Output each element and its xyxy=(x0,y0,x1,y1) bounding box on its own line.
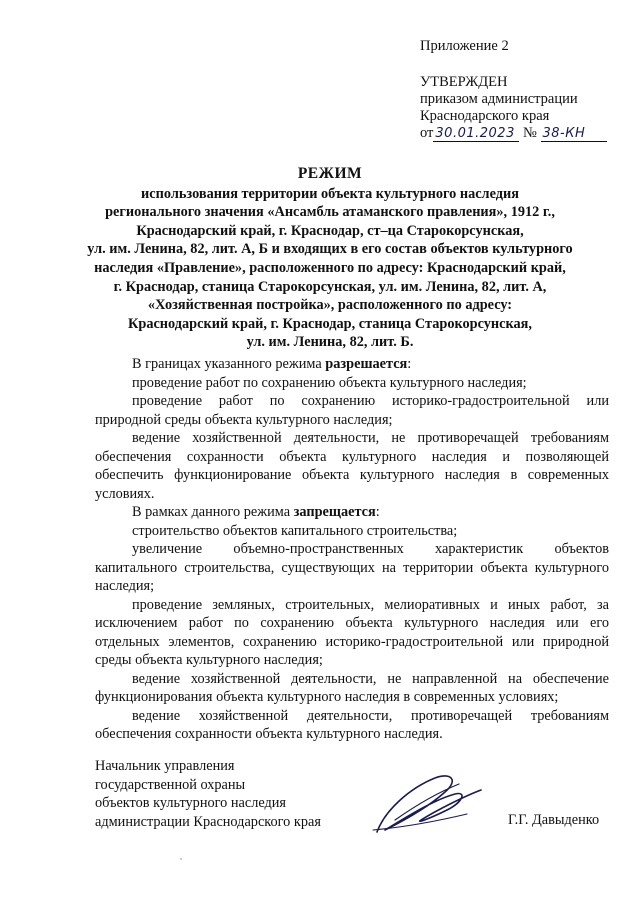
position-line: Начальник управления xyxy=(95,758,235,774)
forbidden-item: ведение хозяйственной деятельности, не направленной на обеспечение функционирования объекта культурного наследия в современных условиях; xyxy=(95,670,609,705)
forbidden-item: увеличение объемно-пространственных характеристик объектов капитального строительства, существующих на территории объекта культурного наследия; xyxy=(95,541,609,594)
date-value: 30.01.2023 xyxy=(435,126,515,141)
signer-name: Г.Г. Давыденко xyxy=(508,812,600,828)
allowed-keyword: разрешается xyxy=(325,356,408,372)
title-heading: РЕЖИМ xyxy=(297,165,363,182)
number-field xyxy=(541,126,607,142)
approval-date-number xyxy=(420,125,630,142)
position-line: объектов культурного наследия xyxy=(95,795,286,811)
position-line: государственной охраны xyxy=(95,776,246,793)
title-line: Краснодарский край, г. Краснодар, станица Старокорсунская, xyxy=(128,315,532,332)
forbidden-item: ведение хозяйственной деятельности, противоречащей требованиям обеспечения сохранности объекта культурного наследия. xyxy=(95,707,609,742)
allowed-item: проведение работ по сохранению историко-градостроительной или природной среды объекта культурного наследия; xyxy=(95,393,609,428)
title-line: регионального значения «Ансамбль атаманского правления», 1912 г., xyxy=(105,204,555,221)
allowed-intro-paragraph: В границах указанного режима разрешается: xyxy=(132,356,412,372)
approved-label: УТВЕРЖДЕН xyxy=(420,74,508,90)
forbidden-keyword: запрещается xyxy=(293,504,376,520)
title-line: Краснодарский край, г. Краснодар, ст–ца Старокорсунская, xyxy=(136,222,524,239)
handwritten-signature xyxy=(355,770,495,840)
approval-line-1: приказом администрации xyxy=(420,91,578,107)
scan-artifact xyxy=(180,858,182,860)
forbidden-item: проведение земляных, строительных, мелиоративных и иных работ, за исключением работ по сохранению объекта культурного наследия или его отдельных элементов, сохранению историко-градостроительной или природной среды объекта культурного наследия; xyxy=(95,596,609,668)
date-field xyxy=(433,126,519,142)
document-title xyxy=(40,165,620,352)
allowed-intro-text: В границах указанного режима xyxy=(132,356,322,372)
allowed-item: проведение работ по сохранению объекта культурного наследия; xyxy=(132,374,527,391)
title-line: использования территории объекта культурного наследия xyxy=(141,185,519,202)
position-line: администрации Краснодарского края xyxy=(95,813,321,830)
forbidden-intro-text: В рамках данного режима xyxy=(132,504,291,520)
date-prefix: от xyxy=(420,125,434,141)
number-prefix: № xyxy=(523,125,537,141)
allowed-item: ведение хозяйственной деятельности, не противоречащей требованиям обеспечения сохранности объекта культурного наследия и позволяющей обеспечить функционирование объекта культурного наследия в современных условиях. xyxy=(95,430,609,502)
appendix-label: Приложение 2 xyxy=(420,38,509,54)
title-line: ул. им. Ленина, 82, лит. Б. xyxy=(246,334,414,351)
title-line: «Хозяйственная постройка», расположенного по адресу: xyxy=(147,297,513,314)
title-line: ул. им. Ленина, 82, лит. А, Б и входящих в его состав объектов культурного xyxy=(87,241,573,258)
title-line: г. Краснодар, станица Старокорсунская, ул. им. Ленина, 82, лит. А, xyxy=(113,278,547,295)
document-body xyxy=(95,355,609,744)
number-value: 38-КН xyxy=(542,126,586,141)
approval-line-2: Краснодарского края xyxy=(420,108,550,124)
approval-stamp xyxy=(420,38,630,142)
forbidden-intro-paragraph: В рамках данного режима запрещается: xyxy=(132,504,380,520)
forbidden-item: строительство объектов капитального строительства; xyxy=(132,522,458,539)
title-line: наследия «Правление», расположенного по адресу: Краснодарский край, xyxy=(94,259,566,276)
